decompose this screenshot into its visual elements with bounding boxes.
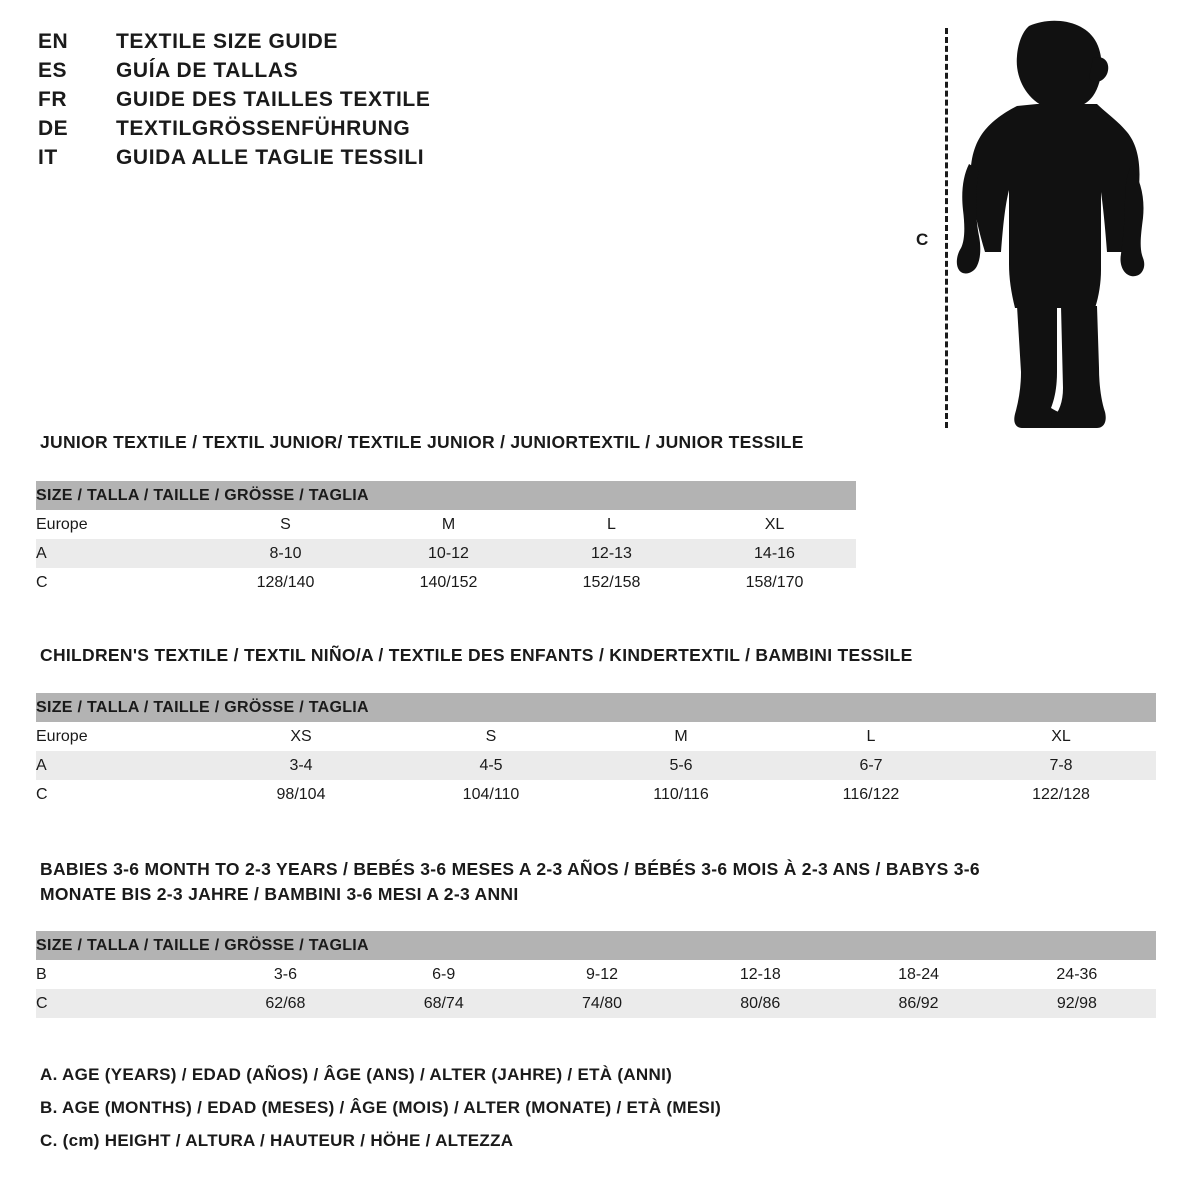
cell-value: L	[530, 510, 693, 539]
cell-value: 10-12	[367, 539, 530, 568]
cell-value: S	[396, 722, 586, 751]
cell-value: 74/80	[523, 989, 681, 1018]
language-title: GUÍA DE TALLAS	[116, 59, 299, 82]
legend-line-a: A. AGE (YEARS) / EDAD (AÑOS) / ÂGE (ANS) / ALTER (JAHRE) / ETÀ (ANNI)	[40, 1065, 673, 1084]
language-title: GUIDA ALLE TAGLIE TESSILI	[116, 146, 425, 169]
cell-value: M	[367, 510, 530, 539]
language-row	[38, 117, 638, 141]
table-row	[36, 568, 856, 597]
table-row	[36, 510, 856, 539]
table-header-band	[36, 931, 1156, 960]
cell-value: 110/116	[586, 780, 776, 809]
language-title: TEXTILGRÖSSENFÜHRUNG	[116, 117, 411, 140]
size-band-label: SIZE / TALLA / TAILLE / GRÖSSE / TAGLIA	[36, 693, 1156, 722]
cell-value: 92/98	[998, 989, 1156, 1018]
cell-value: 158/170	[693, 568, 856, 597]
row-label: C	[36, 989, 206, 1018]
cell-value: 9-12	[523, 960, 681, 989]
language-code: FR	[38, 88, 67, 111]
cell-value: 18-24	[839, 960, 997, 989]
cell-value: 8-10	[204, 539, 367, 568]
row-label: Europe	[36, 722, 206, 751]
cell-value: 104/110	[396, 780, 586, 809]
cell-value: 86/92	[839, 989, 997, 1018]
cell-value: 4-5	[396, 751, 586, 780]
cell-value: 6-7	[776, 751, 966, 780]
language-code: ES	[38, 59, 68, 82]
row-label: B	[36, 960, 206, 989]
table-row	[36, 751, 1156, 780]
cell-value: XL	[966, 722, 1156, 751]
table-row	[36, 780, 1156, 809]
children-size-table	[36, 693, 1156, 809]
cell-value: 3-6	[206, 960, 364, 989]
language-title: GUIDE DES TAILLES TEXTILE	[116, 88, 431, 111]
cell-value: 12-13	[530, 539, 693, 568]
language-code: DE	[38, 117, 69, 140]
cell-value: 122/128	[966, 780, 1156, 809]
section-title-children: CHILDREN'S TEXTILE / TEXTIL NIÑO/A / TEXTILE DES ENFANTS / KINDERTEXTIL / BAMBINI TESSILE	[40, 645, 913, 665]
size-band-label: SIZE / TALLA / TAILLE / GRÖSSE / TAGLIA	[36, 481, 856, 510]
cell-value: 68/74	[365, 989, 523, 1018]
height-measure-figure	[900, 10, 1170, 430]
table-row	[36, 539, 856, 568]
table-row	[36, 960, 1156, 989]
cell-value: 3-4	[206, 751, 396, 780]
language-row	[38, 59, 638, 83]
cell-value: 24-36	[998, 960, 1156, 989]
cell-value: 116/122	[776, 780, 966, 809]
legend	[40, 1065, 1140, 1164]
cell-value: XS	[206, 722, 396, 751]
legend-line-c: C. (cm) HEIGHT / ALTURA / HAUTEUR / HÖHE / ALTEZZA	[40, 1131, 514, 1150]
section-title-junior: JUNIOR TEXTILE / TEXTIL JUNIOR/ TEXTILE JUNIOR / JUNIORTEXTIL / JUNIOR TESSILE	[40, 432, 804, 452]
row-label: A	[36, 751, 206, 780]
cell-value: L	[776, 722, 966, 751]
figure-measure-label: C	[916, 230, 929, 249]
babies-size-table	[36, 931, 1156, 1018]
cell-value: 152/158	[530, 568, 693, 597]
legend-line-b: B. AGE (MONTHS) / EDAD (MESES) / ÂGE (MOIS) / ALTER (MONATE) / ETÀ (MESI)	[40, 1098, 722, 1117]
size-band-label: SIZE / TALLA / TAILLE / GRÖSSE / TAGLIA	[36, 931, 1156, 960]
cell-value: M	[586, 722, 776, 751]
table-row	[36, 722, 1156, 751]
junior-size-table	[36, 481, 856, 597]
cell-value: 12-18	[681, 960, 839, 989]
language-code: IT	[38, 146, 58, 169]
language-title: TEXTILE SIZE GUIDE	[116, 30, 338, 53]
cell-value: 128/140	[204, 568, 367, 597]
cell-value: S	[204, 510, 367, 539]
row-label: C	[36, 780, 206, 809]
child-silhouette-icon	[955, 20, 1155, 432]
cell-value: XL	[693, 510, 856, 539]
language-row	[38, 146, 638, 170]
language-code: EN	[38, 30, 69, 53]
language-header	[38, 30, 638, 175]
cell-value: 80/86	[681, 989, 839, 1018]
row-label: A	[36, 539, 204, 568]
cell-value: 5-6	[586, 751, 776, 780]
row-label: C	[36, 568, 204, 597]
cell-value: 98/104	[206, 780, 396, 809]
measure-dashed-line	[945, 28, 948, 428]
row-label: Europe	[36, 510, 204, 539]
table-row	[36, 989, 1156, 1018]
section-title-babies: BABIES 3-6 MONTH TO 2-3 YEARS / BEBÉS 3-6 MESES A 2-3 AÑOS / BÉBÉS 3-6 MOIS À 2-3 ANS / BABYS 3-6 MONATE BIS 2-3 JAHRE / BAMBINI 3-6 MESI A 2-3 ANNI	[40, 859, 980, 905]
cell-value: 140/152	[367, 568, 530, 597]
language-row	[38, 30, 638, 54]
cell-value: 62/68	[206, 989, 364, 1018]
table-header-band	[36, 481, 856, 510]
cell-value: 6-9	[365, 960, 523, 989]
cell-value: 14-16	[693, 539, 856, 568]
cell-value: 7-8	[966, 751, 1156, 780]
table-header-band	[36, 693, 1156, 722]
language-row	[38, 88, 638, 112]
